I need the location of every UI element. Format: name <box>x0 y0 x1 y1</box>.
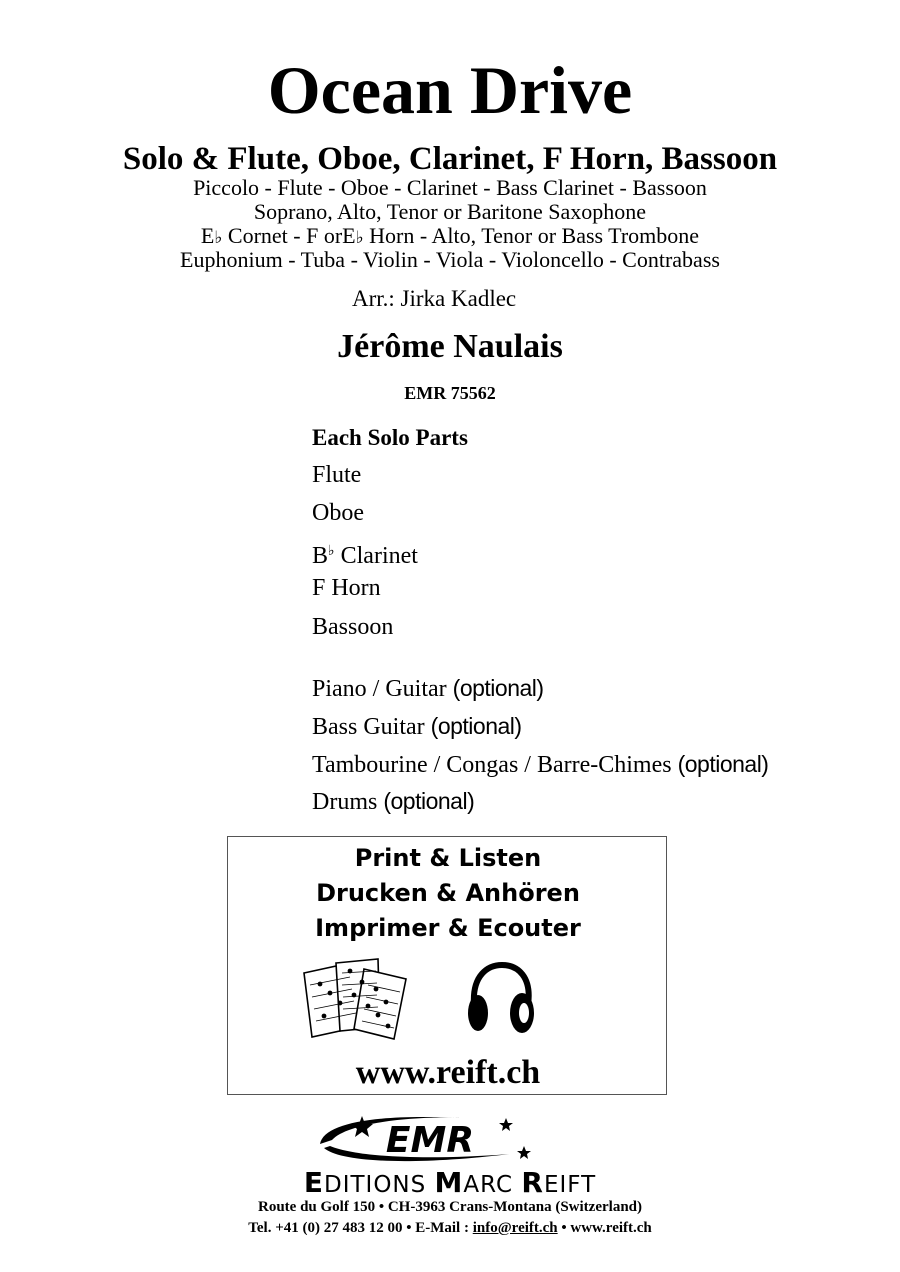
contact-phone: Tel. +41 (0) 27 483 12 00 • E-Mail : <box>248 1220 473 1236</box>
flat-symbol-2: ♭ <box>355 228 364 248</box>
instrument-list-line-4: Euphonium - Tuba - Violin - Viola - Violoncello - Contrabass <box>180 247 720 272</box>
print-listen-box <box>227 836 667 1095</box>
part-oboe: Oboe <box>312 500 364 526</box>
clarinet-label: Clarinet <box>334 543 418 569</box>
part-bass-guitar <box>312 712 522 741</box>
publisher-address: Route du Golf 150 • CH-3963 Crans-Montana (Switzerland) <box>258 1199 642 1215</box>
part-name: Bass Guitar <box>312 714 425 740</box>
part-horn: F Horn <box>312 575 381 601</box>
sheet-music-icon <box>300 955 412 1041</box>
part-name: Drums <box>312 789 378 815</box>
instrument-prefix-2: E <box>342 223 356 248</box>
instrument-text-b: Horn - Alto, Tenor or Bass Trombone <box>363 223 700 248</box>
website-url[interactable]: www.reift.ch <box>355 1054 541 1091</box>
emr-logo <box>310 1110 540 1168</box>
flat-symbol: ♭ <box>214 228 223 248</box>
catalog-code: EMR 75562 <box>404 383 496 403</box>
instrument-list-line-1: Piccolo - Flute - Oboe - Clarinet - Bass Clarinet - Bassoon <box>193 175 707 200</box>
part-drums <box>312 787 474 816</box>
contact-website: • www.reift.ch <box>557 1220 652 1236</box>
arranger: Arr.: Jirka Kadlec <box>352 286 517 311</box>
promo-line-fr: Imprimer & Ecouter <box>315 914 581 942</box>
publisher-text-1: DITIONS <box>324 1172 435 1198</box>
instrument-prefix: E <box>200 223 215 248</box>
part-name: Tambourine / Congas / Barre-Chimes <box>312 752 672 778</box>
composer: Jérôme Naulais <box>337 328 563 365</box>
instrument-text-a: Cornet - F or <box>222 223 343 248</box>
headphones-icon <box>466 961 536 1037</box>
publisher-text-2: ARC <box>463 1172 522 1198</box>
part-name: Piano / Guitar <box>312 676 447 702</box>
part-piano-guitar <box>312 674 544 703</box>
email-link[interactable]: info@reift.ch <box>472 1220 558 1236</box>
publisher-initial-r: R <box>521 1166 544 1199</box>
promo-line-en: Print & Listen <box>354 844 542 872</box>
subtitle: Solo & Flute, Oboe, Clarinet, F Horn, Bassoon <box>122 141 778 177</box>
part-flute: Flute <box>312 462 362 488</box>
part-bassoon: Bassoon <box>312 614 394 640</box>
publisher-initial-m: M <box>434 1166 464 1199</box>
optional-note: (optional) <box>452 675 544 701</box>
publisher-name <box>0 1166 900 1199</box>
part-percussion <box>312 750 768 779</box>
logo-text: EMR <box>385 1120 475 1161</box>
instrument-list-line-2: Soprano, Alto, Tenor or Baritone Saxophone <box>253 199 647 224</box>
publisher-contact <box>0 1218 900 1238</box>
optional-note: (optional) <box>677 751 769 777</box>
publisher-text-3: EIFT <box>543 1172 597 1198</box>
optional-note: (optional) <box>430 713 522 739</box>
publisher-initial-e: E <box>303 1166 324 1199</box>
page-title: Ocean Drive <box>267 52 633 128</box>
part-clarinet <box>312 537 418 570</box>
optional-note: (optional) <box>383 788 475 814</box>
parts-heading: Each Solo Parts <box>312 425 468 450</box>
promo-line-de: Drucken & Anhören <box>316 879 580 907</box>
clarinet-prefix: B <box>312 543 329 569</box>
flat-symbol: ♭ <box>328 543 335 559</box>
